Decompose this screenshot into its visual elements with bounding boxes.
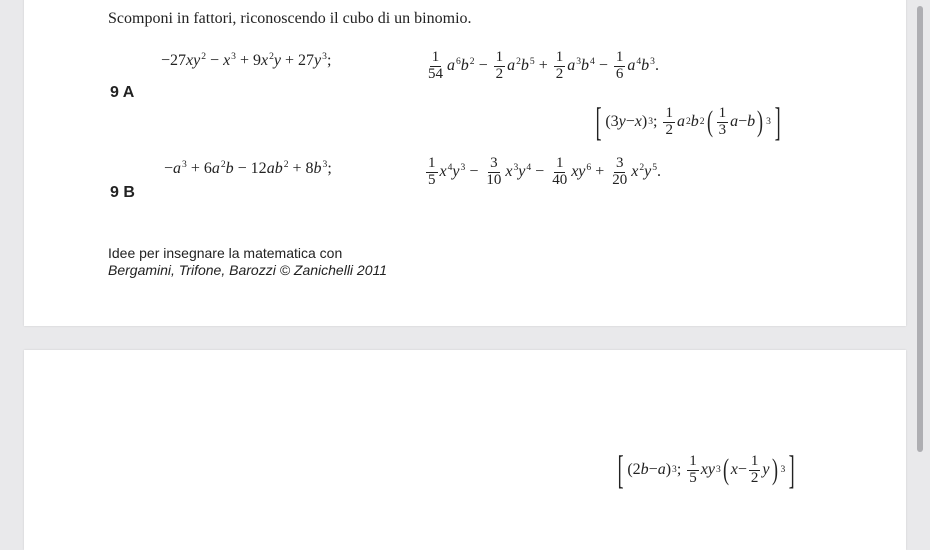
document-page-2 — [24, 350, 906, 550]
scrollbar-thumb[interactable] — [917, 6, 923, 452]
exercise-9b-right-expression: $\frac{1}{5}$ $x^4y^3$ − $\frac{3}{10}$ $x^3y^4$ − $\frac{1}{40}$ $xy^6$ + $\frac{3}{20}$ $x^2y^5$. — [428, 155, 662, 188]
vertical-scrollbar[interactable] — [916, 0, 924, 540]
exercise-9a-left-expression: $-27xy^2 - x^3 + 9x^2y + 27y^3$; — [161, 51, 332, 69]
exercise-9b-left-expression: $-a^3 + 6a^2b - 12ab^2 + 8b^3$; — [164, 159, 332, 177]
credit-line-1: Idee per insegnare la matematica con — [108, 245, 343, 261]
exercise-9a-label: 9 A — [110, 84, 135, 101]
document-page-1 — [24, 0, 906, 326]
instruction-text: Scomponi in fattori, riconoscendo il cubo di un binomio. — [108, 10, 472, 27]
credit-line-2: Bergamini, Trifone, Barozzi © Zanichelli 2011 — [108, 262, 388, 278]
exercise-9a-answer: [ (3 y − x ) 3 ; $\frac{1}{2}$ a 2 b 2 ( $\frac{1}{3}$ a − b ) 3 ] — [595, 99, 781, 144]
exercise-9b-answer: [ (2 b − a ) 3 ; $\frac{1}{5}$ xy 3 ( x − $\frac{1}{2}$ y ) 3 ] — [617, 447, 795, 492]
exercise-9b-label: 9 B — [110, 184, 135, 201]
exercise-9a-right-expression: $\frac{1}{54}$ $a^6b^2$ − $\frac{1}{2}$ $a^2b^5$ + $\frac{1}{2}$ $a^3b^4$ − $\frac{1}{6}$ $a^4b^3$. — [428, 49, 659, 82]
